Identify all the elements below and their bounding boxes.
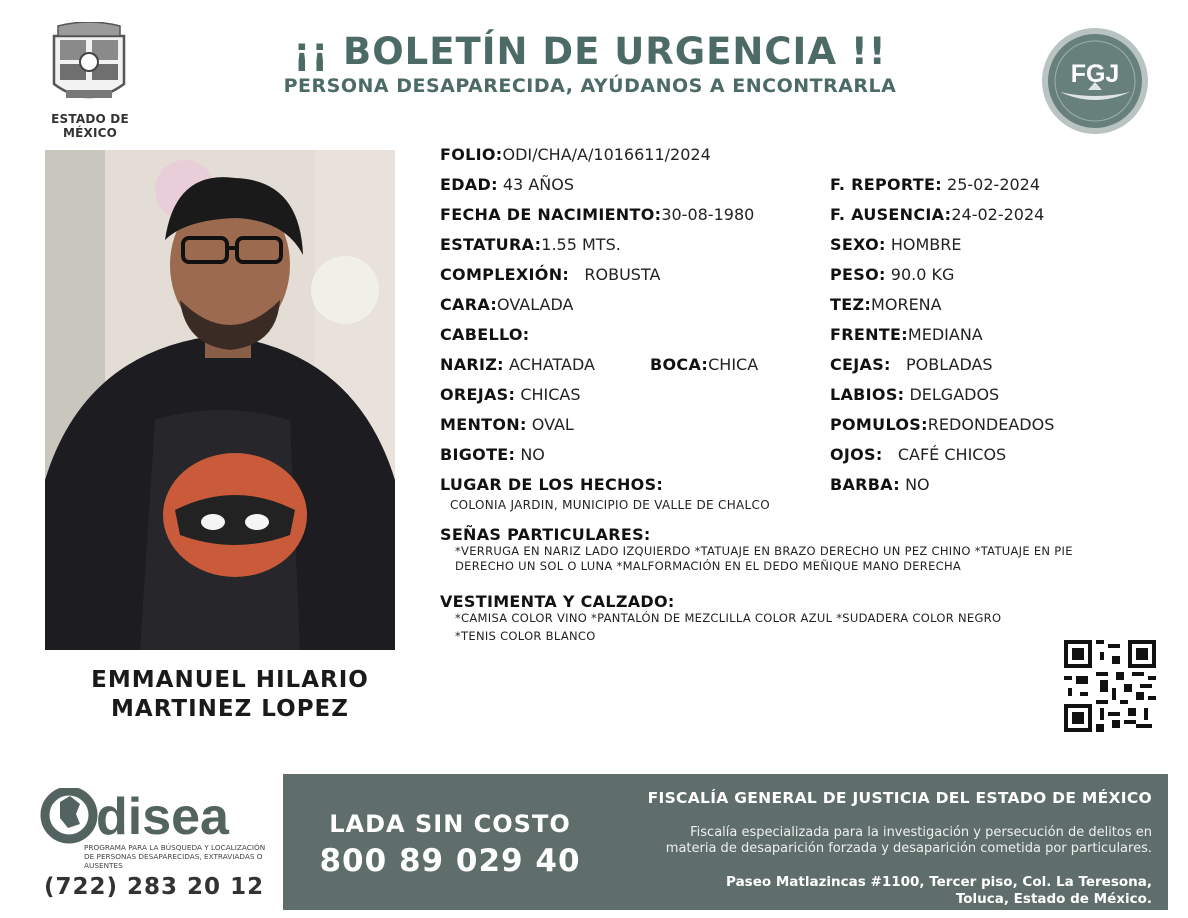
peso-label: PESO: [830, 265, 886, 284]
nariz-value: ACHATADA [508, 355, 595, 374]
lada-label: LADA SIN COSTO [329, 810, 571, 838]
cabello-field [440, 325, 529, 344]
barba-value: NO [905, 475, 930, 494]
labios-value: DELGADOS [909, 385, 1000, 404]
odisea-program-text [84, 843, 274, 870]
odisea-program-line2: DE PERSONAS DESAPARECIDAS, EXTRAVIADAS O [84, 852, 263, 861]
vestimenta-label: VESTIMENTA Y CALZADO: [440, 592, 675, 611]
page-title: ¡¡ BOLETÍN DE URGENCIA !! [293, 30, 887, 73]
fiscalia-description [608, 825, 1152, 857]
menton-value: OVAL [531, 415, 574, 434]
frente-label: FRENTE: [830, 325, 908, 344]
odisea-phone: (722) 283 20 12 [44, 874, 265, 900]
odisea-program-line3: AUSENTES [84, 861, 123, 870]
reporte-value: 25-02-2024 [947, 175, 1041, 194]
fiscalia-desc-line2: materia de desaparición forzada y desaparición cometida por particulares. [665, 841, 1152, 856]
reporte-label: F. REPORTE: [830, 175, 942, 194]
person-name [40, 666, 420, 724]
complexion-field [440, 265, 660, 284]
pomulos-field [830, 415, 1054, 434]
odisea-program-line1: PROGRAMA PARA LA BÚSQUEDA Y LOCALIZACIÓN [84, 843, 266, 852]
orejas-label: OREJAS: [440, 385, 516, 404]
peso-value: 90.0 KG [890, 265, 955, 284]
cejas-value: POBLADAS [906, 355, 993, 374]
fgj-logo-icon [1040, 26, 1150, 136]
person-name-line2: MARTINEZ LOPEZ [111, 696, 349, 722]
ojos-value: CAFÉ CHICOS [897, 445, 1007, 464]
cejas-label: CEJAS: [830, 355, 891, 374]
estatura-value: 1.55 MTS. [541, 235, 621, 254]
orejas-field [440, 385, 581, 404]
estatura-label: ESTATURA: [440, 235, 542, 254]
tez-value: MORENA [871, 295, 942, 314]
lada-number[interactable]: 800 89 029 40 [319, 843, 581, 879]
ausencia-value: 24-02-2024 [951, 205, 1045, 224]
sexo-field [830, 235, 961, 254]
estatura-field [440, 235, 621, 254]
address-line2: Toluca, Estado de México. [955, 891, 1152, 907]
boca-field [650, 355, 758, 374]
folio-value: ODI/CHA/A/1016611/2024 [502, 145, 711, 164]
boca-value: CHICA [708, 355, 759, 374]
tez-field [830, 295, 942, 314]
vestimenta-line2: *TENIS COLOR BLANCO [455, 629, 596, 643]
nariz-label: NARIZ: [440, 355, 504, 374]
bigote-field [440, 445, 545, 464]
lugar-label: LUGAR DE LOS HECHOS: [440, 475, 664, 494]
menton-label: MENTON: [440, 415, 527, 434]
sexo-label: SEXO: [830, 235, 886, 254]
labios-label: LABIOS: [830, 385, 905, 404]
vestimenta-line1: *CAMISA COLOR VINO *PANTALÓN DE MEZCLILLA COLOR AZUL *SUDADERA COLOR NEGRO [455, 611, 1002, 625]
barba-field [830, 475, 930, 494]
page-subtitle: PERSONA DESAPARECIDA, AYÚDANOS A ENCONTRARLA [283, 75, 897, 97]
sexo-value: HOMBRE [890, 235, 962, 254]
ausencia-field [830, 205, 1044, 224]
cara-label: CARA: [440, 295, 498, 314]
menton-field [440, 415, 574, 434]
frente-value: MEDIANA [907, 325, 983, 344]
senas-field [440, 525, 651, 544]
pomulos-label: POMULOS: [830, 415, 928, 434]
complexion-value: ROBUSTA [584, 265, 661, 284]
cejas-field [830, 355, 993, 374]
ausencia-label: F. AUSENCIA: [830, 205, 952, 224]
folio-label: FOLIO: [440, 145, 503, 164]
cabello-label: CABELLO: [440, 325, 530, 344]
barba-label: BARBA: [830, 475, 900, 494]
ojos-label: OJOS: [830, 445, 883, 464]
lugar-value: COLONIA JARDIN, MUNICIPIO DE VALLE DE CHALCO [450, 498, 770, 512]
state-label: ESTADO DE MÉXICO [51, 112, 129, 140]
peso-field [830, 265, 954, 284]
lugar-field [440, 475, 663, 494]
nacimiento-label: FECHA DE NACIMIENTO: [440, 205, 662, 224]
reporte-field [830, 175, 1040, 194]
nariz-field [440, 355, 595, 374]
bigote-label: BIGOTE: [440, 445, 516, 464]
edad-value: 43 AÑOS [502, 175, 574, 194]
pomulos-value: REDONDEADOS [927, 415, 1055, 434]
fiscalia-address [610, 874, 1152, 908]
cara-value: OVALADA [497, 295, 574, 314]
tez-label: TEZ: [830, 295, 872, 314]
frente-field [830, 325, 983, 344]
estado-de-mexico-seal-icon [48, 22, 130, 110]
nacimiento-field [440, 205, 754, 224]
person-name-line1: EMMANUEL HILARIO [91, 667, 369, 693]
folio-field [440, 145, 711, 164]
senas-line1: *VERRUGA EN NARIZ LADO IZQUIERDO *TATUAJE EN BRAZO DERECHO UN PEZ CHINO *TATUAJE EN PIE [455, 544, 1073, 558]
fgj-logo-text: FGJ [1070, 60, 1120, 88]
edad-field [440, 175, 574, 194]
fiscalia-title: FISCALÍA GENERAL DE JUSTICIA DEL ESTADO DE MÉXICO [647, 789, 1152, 807]
cara-field [440, 295, 573, 314]
labios-field [830, 385, 999, 404]
ojos-field [830, 445, 1006, 464]
orejas-value: CHICAS [520, 385, 581, 404]
address-line1: Paseo Matlazincas #1100, Tercer piso, Col. La Teresona, [726, 874, 1152, 890]
bigote-value: NO [520, 445, 545, 464]
vestimenta-field [440, 592, 675, 611]
senas-label: SEÑAS PARTICULARES: [440, 525, 651, 544]
fiscalia-desc-line1: Fiscalía especializada para la investigación y persecución de delitos en [690, 825, 1152, 840]
senas-line2: DERECHO UN SOL O LUNA *MALFORMACIÓN EN EL DEDO MEÑIQUE MANO DERECHA [455, 559, 962, 573]
nacimiento-value: 30-08-1980 [661, 205, 755, 224]
person-photo [45, 150, 395, 650]
boca-label: BOCA: [650, 355, 709, 374]
edad-label: EDAD: [440, 175, 498, 194]
odisea-brand-text: disea [96, 788, 229, 846]
qr-code-icon[interactable] [1064, 640, 1156, 732]
complexion-label: COMPLEXIÓN: [440, 265, 570, 284]
